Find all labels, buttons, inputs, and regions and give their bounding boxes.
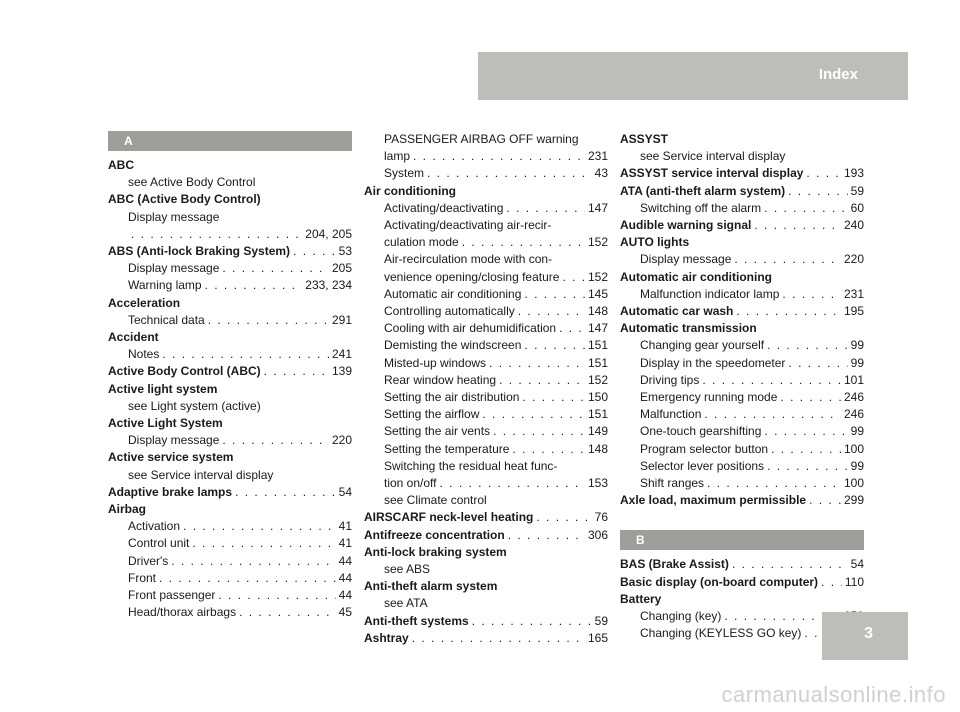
entry-label: tion on/off xyxy=(384,476,437,491)
page-reference: 220 xyxy=(331,433,352,448)
entry-label: Switching off the alarm xyxy=(640,200,762,215)
index-subentry xyxy=(108,587,352,604)
index-subentry xyxy=(364,492,608,509)
leader-dots xyxy=(782,286,841,303)
index-entry xyxy=(364,613,608,630)
page-reference: 44 xyxy=(338,588,352,603)
section-header: B xyxy=(620,530,864,550)
entry-label: Adaptive brake lamps xyxy=(108,484,233,499)
index-subentry xyxy=(364,217,608,234)
index-column-3 xyxy=(620,131,864,642)
leader-dots xyxy=(493,423,585,440)
leader-dots xyxy=(131,226,302,243)
page-reference: 41 xyxy=(338,519,352,534)
index-subentry xyxy=(108,226,352,243)
entry-label: Head/thorax airbags xyxy=(128,605,237,620)
leader-dots xyxy=(734,251,841,268)
leader-dots xyxy=(764,200,847,217)
entry-label: One-touch gearshifting xyxy=(640,424,762,439)
leader-dots xyxy=(821,574,842,591)
leader-dots xyxy=(707,475,841,492)
page-reference: 59 xyxy=(850,183,864,198)
entry-label: Anti-theft alarm system xyxy=(364,579,498,594)
index-subentry xyxy=(108,346,352,363)
page-reference: 165 xyxy=(587,630,608,645)
index-entry xyxy=(620,574,864,591)
index-subentry xyxy=(364,148,608,165)
index-entry xyxy=(620,556,864,573)
leader-dots xyxy=(702,372,841,389)
page-reference: 240 xyxy=(843,218,864,233)
entry-label: Activation xyxy=(128,519,181,534)
page-reference: 306 xyxy=(587,527,608,542)
entry-label: Automatic car wash xyxy=(620,304,734,319)
index-entry xyxy=(620,217,864,234)
entry-label: System xyxy=(384,166,425,181)
page-reference: 99 xyxy=(850,458,864,473)
index-subentry xyxy=(108,174,352,191)
entry-label: see Light system (active) xyxy=(128,398,261,413)
entry-label: AUTO lights xyxy=(620,235,690,250)
index-subentry xyxy=(620,389,864,406)
entry-label: culation mode xyxy=(384,235,459,250)
entry-label: Active Body Control (ABC) xyxy=(108,364,261,379)
entry-label: Driving tips xyxy=(640,372,700,387)
leader-dots xyxy=(754,217,841,234)
page-reference: 152 xyxy=(587,269,608,284)
watermark: carmanualsonline.info xyxy=(721,682,946,707)
page-reference: 41 xyxy=(338,536,352,551)
entry-label: Rear window heating xyxy=(384,372,497,387)
index-subentry xyxy=(620,372,864,389)
entry-label: Technical data xyxy=(128,312,205,327)
index-subentry xyxy=(364,441,608,458)
page-reference: 152 xyxy=(587,235,608,250)
entry-label: Malfunction indicator lamp xyxy=(640,286,780,301)
index-subentry xyxy=(108,553,352,570)
page-reference: 100 xyxy=(843,441,864,456)
leader-dots xyxy=(764,423,847,440)
index-subentry xyxy=(364,458,608,475)
index-subentry xyxy=(364,561,608,578)
index-entry xyxy=(364,544,608,561)
page-reference: 53 xyxy=(338,244,352,259)
index-subentry xyxy=(108,604,352,621)
page-reference: 99 xyxy=(850,424,864,439)
entry-label: Program selector button xyxy=(640,441,769,456)
page-reference: 145 xyxy=(587,286,608,301)
entry-label: Activating/deactivating xyxy=(384,200,504,215)
index-subentry xyxy=(108,209,352,226)
entry-label: Misted-up windows xyxy=(384,355,487,370)
leader-dots xyxy=(462,234,585,251)
index-entry xyxy=(108,415,352,432)
entry-label: Anti-lock braking system xyxy=(364,544,507,559)
entry-label: Axle load, maximum permissible xyxy=(620,493,807,508)
leader-dots xyxy=(767,458,848,475)
index-subentry xyxy=(364,165,608,182)
leader-dots xyxy=(512,441,585,458)
index-column-2 xyxy=(364,131,608,647)
leader-dots xyxy=(809,492,841,509)
page-reference: 60 xyxy=(850,200,864,215)
index-subentry xyxy=(364,595,608,612)
page-reference: 139 xyxy=(331,364,352,379)
entry-label: Accident xyxy=(108,330,159,345)
leader-dots xyxy=(440,475,585,492)
index-entry xyxy=(108,191,352,208)
index-subentry xyxy=(620,441,864,458)
entry-label: Changing (KEYLESS GO key) xyxy=(640,626,802,641)
entry-label: Demisting the windscreen xyxy=(384,338,522,353)
page-reference: 151 xyxy=(587,338,608,353)
index-subentry xyxy=(108,570,352,587)
leader-dots xyxy=(482,406,585,423)
index-entry xyxy=(364,527,608,544)
index-entry xyxy=(620,591,864,608)
page-reference: 204, 205 xyxy=(305,226,352,241)
leader-dots xyxy=(562,269,585,286)
entry-label: Setting the temperature xyxy=(384,441,510,456)
index-entry xyxy=(108,243,352,260)
entry-label: see ATA xyxy=(384,596,428,611)
leader-dots xyxy=(767,337,848,354)
leader-dots xyxy=(472,613,592,630)
index-entry xyxy=(620,183,864,200)
leader-dots xyxy=(218,587,335,604)
entry-label: Setting the airflow xyxy=(384,407,480,422)
page-reference: 149 xyxy=(587,424,608,439)
leader-dots xyxy=(293,243,336,260)
entry-label: Airbag xyxy=(108,502,147,517)
index-entry xyxy=(108,501,352,518)
index-subentry xyxy=(364,355,608,372)
index-subentry xyxy=(620,423,864,440)
leader-dots xyxy=(524,337,585,354)
entry-label: Air-recirculation mode with con- xyxy=(384,252,553,267)
entry-label: Setting the air vents xyxy=(384,424,491,439)
leader-dots xyxy=(508,527,585,544)
index-subentry xyxy=(620,286,864,303)
entry-label: Cooling with air dehumidification xyxy=(384,321,557,336)
index-subentry xyxy=(620,200,864,217)
entry-label: Emergency running mode xyxy=(640,390,778,405)
entry-label: Front passenger xyxy=(128,588,216,603)
entry-label: lamp xyxy=(384,149,411,164)
page-reference: 99 xyxy=(850,338,864,353)
entry-label: see Active Body Control xyxy=(128,175,256,190)
leader-dots xyxy=(159,570,336,587)
index-entry xyxy=(364,630,608,647)
entry-label: Changing gear yourself xyxy=(640,338,765,353)
leader-dots xyxy=(239,604,336,621)
page-reference: 151 xyxy=(587,355,608,370)
page-reference: 153 xyxy=(587,476,608,491)
leader-dots xyxy=(205,277,303,294)
index-subentry xyxy=(620,148,864,165)
index-subentry xyxy=(364,131,608,148)
page-reference: 59 xyxy=(594,613,608,628)
entry-label: Active Light System xyxy=(108,416,223,431)
leader-dots xyxy=(489,355,585,372)
entry-label: Automatic air conditioning xyxy=(384,286,522,301)
page-reference: 54 xyxy=(850,557,864,572)
entry-label: see Service interval display xyxy=(640,149,786,164)
entry-label: see ABS xyxy=(384,562,431,577)
index-subentry xyxy=(108,535,352,552)
leader-dots xyxy=(788,355,847,372)
entry-label: Shift ranges xyxy=(640,476,705,491)
page-reference: 54 xyxy=(338,484,352,499)
leader-dots xyxy=(736,303,841,320)
entry-label: Malfunction xyxy=(640,407,702,422)
entry-label: BAS (Brake Assist) xyxy=(620,557,729,572)
leader-dots xyxy=(235,484,336,501)
entry-label: ABC xyxy=(108,158,134,172)
page-reference: 45 xyxy=(338,605,352,620)
leader-dots xyxy=(222,260,329,277)
leader-dots xyxy=(499,372,585,389)
entry-label: AIRSCARF neck-level heating xyxy=(364,510,534,525)
index-entry xyxy=(364,578,608,595)
leader-dots xyxy=(704,406,841,423)
page-reference: 233, 234 xyxy=(305,278,352,293)
entry-label: Setting the air distribution xyxy=(384,390,520,405)
page-number: 3 xyxy=(864,625,873,642)
page-reference: 100 xyxy=(843,476,864,491)
entry-label: PASSENGER AIRBAG OFF warning xyxy=(384,132,579,146)
page-reference: 231 xyxy=(587,149,608,164)
leader-dots xyxy=(518,303,585,320)
index-subentry xyxy=(364,269,608,286)
index-subentry xyxy=(108,260,352,277)
page-reference: 246 xyxy=(843,407,864,422)
leader-dots xyxy=(427,165,592,182)
page-reference: 150 xyxy=(587,390,608,405)
entry-label: Active service system xyxy=(108,450,234,465)
leader-dots xyxy=(192,535,335,552)
leader-dots xyxy=(412,630,585,647)
index-subentry xyxy=(364,423,608,440)
entry-label: Switching the residual heat func- xyxy=(384,458,558,473)
page-reference: 110 xyxy=(844,574,864,589)
page-reference: 299 xyxy=(843,493,864,508)
page-reference: 101 xyxy=(843,372,864,387)
index-subentry xyxy=(364,200,608,217)
page-reference: 147 xyxy=(587,200,608,215)
entry-label: ATA (anti-theft alarm system) xyxy=(620,183,786,198)
page-reference: 44 xyxy=(338,570,352,585)
entry-label: ABC (Active Body Control) xyxy=(108,192,261,207)
entry-label: Warning lamp xyxy=(128,278,202,293)
leader-dots xyxy=(162,346,329,363)
index-entry xyxy=(620,234,864,251)
entry-label: Audible warning signal xyxy=(620,218,752,233)
header-bar xyxy=(478,52,908,100)
index-entry xyxy=(620,320,864,337)
index-entry xyxy=(620,165,864,182)
page-reference: 246 xyxy=(843,390,864,405)
page-reference: 220 xyxy=(843,252,864,267)
index-subentry xyxy=(620,337,864,354)
index-subentry xyxy=(620,355,864,372)
index-subentry xyxy=(364,320,608,337)
index-entry xyxy=(620,303,864,320)
page-reference: 147 xyxy=(587,321,608,336)
page-title: Index xyxy=(818,66,858,83)
index-subentry xyxy=(364,389,608,406)
index-entry xyxy=(364,183,608,200)
index-subentry xyxy=(364,406,608,423)
index-subentry xyxy=(364,251,608,268)
index-subentry xyxy=(364,303,608,320)
page-reference: 195 xyxy=(843,304,864,319)
index-subentry xyxy=(364,286,608,303)
entry-label: ABS (Anti-lock Braking System) xyxy=(108,244,291,259)
leader-dots xyxy=(559,320,585,337)
entry-label: Acceleration xyxy=(108,295,181,310)
index-subentry xyxy=(108,432,352,449)
index-subentry xyxy=(364,475,608,492)
leader-dots xyxy=(524,286,585,303)
entry-label: see Service interval display xyxy=(128,467,274,482)
page-reference: 148 xyxy=(587,441,608,456)
index-entry xyxy=(108,381,352,398)
index-subentry xyxy=(620,475,864,492)
leader-dots xyxy=(264,363,329,380)
entry-label: Driver's xyxy=(128,553,169,568)
index-entry xyxy=(108,295,352,312)
leader-dots xyxy=(806,165,841,182)
entry-label: Changing (key) xyxy=(640,609,722,624)
entry-label: see Climate control xyxy=(384,493,487,508)
entry-label: ASSYST xyxy=(620,132,669,146)
leader-dots xyxy=(788,183,848,200)
index-subentry xyxy=(620,406,864,423)
entry-label: Battery xyxy=(620,591,662,606)
index-entry xyxy=(108,449,352,466)
page-reference: 44 xyxy=(338,553,352,568)
entry-label: ASSYST service interval display xyxy=(620,166,804,181)
index-entry xyxy=(620,492,864,509)
entry-label: Activating/deactivating air-recir- xyxy=(384,218,552,233)
entry-label: Display message xyxy=(640,252,732,267)
page-reference: 193 xyxy=(843,166,864,181)
entry-label: Front xyxy=(128,570,157,585)
index-entry xyxy=(108,363,352,380)
index-column-1 xyxy=(108,131,352,621)
page-number-box xyxy=(822,612,908,660)
entry-label: Automatic air conditioning xyxy=(620,269,772,284)
entry-label: Automatic transmission xyxy=(620,321,757,336)
entry-label: Controlling automatically xyxy=(384,304,515,319)
page-reference: 152 xyxy=(587,372,608,387)
entry-label: venience opening/closing feature xyxy=(384,269,560,284)
leader-dots xyxy=(522,389,585,406)
leader-dots xyxy=(222,432,329,449)
index-entry xyxy=(364,509,608,526)
entry-label: Antifreeze concentration xyxy=(364,527,505,542)
index-subentry xyxy=(108,518,352,535)
index-subentry xyxy=(108,398,352,415)
entry-label: Display message xyxy=(128,433,220,448)
index-entry xyxy=(108,329,352,346)
entry-label: Display message xyxy=(128,261,220,276)
section-header: A xyxy=(108,131,352,151)
entry-label: Ashtray xyxy=(364,630,409,645)
leader-dots xyxy=(780,389,841,406)
page-reference: 151 xyxy=(587,407,608,422)
index-entry xyxy=(108,484,352,501)
index-subentry xyxy=(108,277,352,294)
page-reference: 231 xyxy=(843,286,864,301)
leader-dots xyxy=(208,312,329,329)
page-reference: 99 xyxy=(850,355,864,370)
leader-dots xyxy=(183,518,336,535)
entry-label: Selector lever positions xyxy=(640,458,765,473)
index-entry xyxy=(108,157,352,174)
index-subentry xyxy=(108,467,352,484)
index-subentry xyxy=(620,251,864,268)
leader-dots xyxy=(536,509,591,526)
page-reference: 43 xyxy=(594,166,608,181)
leader-dots xyxy=(171,553,335,570)
page-reference: 148 xyxy=(587,304,608,319)
index-entry xyxy=(620,131,864,148)
entry-label: Display in the speedometer xyxy=(640,355,786,370)
entry-label: Air conditioning xyxy=(364,183,456,198)
page-reference: 76 xyxy=(594,510,608,525)
leader-dots xyxy=(413,148,585,165)
entry-label: Control unit xyxy=(128,536,190,551)
page-reference: 241 xyxy=(331,347,352,362)
index-subentry xyxy=(364,234,608,251)
leader-dots xyxy=(732,556,848,573)
page-reference: 291 xyxy=(331,312,352,327)
index-entry xyxy=(620,269,864,286)
entry-label: Basic display (on-board computer) xyxy=(620,574,819,589)
index-subentry xyxy=(620,458,864,475)
entry-label: Anti-theft systems xyxy=(364,613,469,628)
entry-label: Display message xyxy=(128,209,220,224)
leader-dots xyxy=(771,441,841,458)
entry-label: Notes xyxy=(128,347,160,362)
leader-dots xyxy=(506,200,585,217)
page-reference: 205 xyxy=(331,261,352,276)
index-subentry xyxy=(364,372,608,389)
index-subentry xyxy=(108,312,352,329)
entry-label: Active light system xyxy=(108,381,218,396)
index-subentry xyxy=(364,337,608,354)
